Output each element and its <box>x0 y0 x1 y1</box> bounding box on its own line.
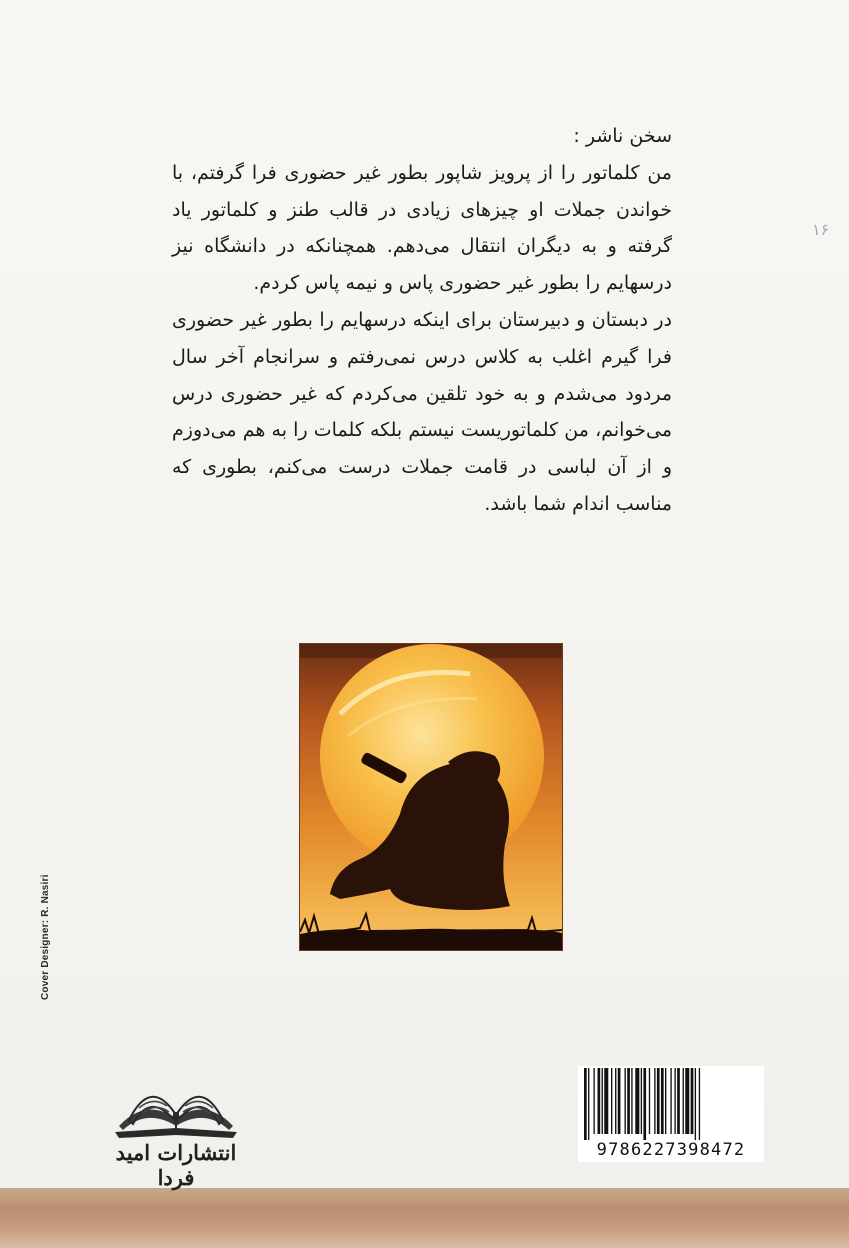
barcode-bar <box>665 1068 666 1134</box>
isbn-digits: 9786227398472 <box>596 1140 746 1160</box>
barcode-bar <box>670 1068 671 1134</box>
isbn-barcode <box>578 1066 764 1162</box>
barcode-bar <box>618 1068 621 1134</box>
barcode-bar <box>654 1068 655 1134</box>
barcode-bar <box>657 1068 660 1134</box>
cover-illustration <box>300 644 562 950</box>
barcode-bar <box>661 1068 664 1134</box>
barcode-bar <box>602 1068 603 1134</box>
barcode-bar <box>674 1068 675 1134</box>
barcode-bar <box>683 1068 684 1134</box>
foreword-paragraph-2: در دبستان و دبیرستان برای اینکه درسهایم را بطور غیر حضوری فرا گیرم اغلب به کلاس درس نمی‌رفتم و سرانجام آخر سال مردود می‌شدم و به خود تلقین می‌کردم که غیر حضوری درس می‌خوانم، من کلماتوریست نیستم بلکه کلمات را به هم می‌دوزم و از آن لباسی در قامت جملات درست می‌کنم، بطوری که مناسب اندام شما باشد. <box>172 308 672 515</box>
barcode-bar <box>631 1068 632 1134</box>
margin-handwritten-note: ۱۶ <box>812 220 830 239</box>
barcode-bar <box>649 1068 650 1134</box>
barcode-bar <box>695 1068 696 1140</box>
publisher-foreword <box>172 118 672 523</box>
barcode-bar <box>615 1068 616 1134</box>
foreword-paragraph-1: من کلماتور را از پرویز شاپور بطور غیر حضوری فرا گرفتم، با خواندن جملات او چیزهای زیادی در قالب طنز و کلماتور یاد گرفته و به دیگران انتقال می‌دهم. همچنانکه در دانشگاه نیز درسهایم را بطور غیر حضوری پاس و نیمه پاس کردم. <box>172 161 672 295</box>
barcode-bar <box>604 1068 608 1134</box>
barcode-bar <box>611 1068 612 1134</box>
barcode-bar <box>598 1068 601 1134</box>
barcode-bar <box>641 1068 642 1134</box>
cover-designer-credit: Cover Designer: R. Nasiri <box>40 874 51 1000</box>
barcode-bar <box>593 1068 594 1134</box>
publisher-name: انتشارات امید فردا <box>115 1140 237 1190</box>
barcode-bar <box>588 1068 589 1140</box>
barcode-bar <box>625 1068 626 1134</box>
open-book-logo-icon <box>105 1068 247 1148</box>
foreword-title: سخن ناشر : <box>573 125 672 147</box>
barcode-bar <box>699 1068 700 1140</box>
barcode-bar <box>677 1068 680 1134</box>
barcode-bar <box>643 1068 646 1140</box>
barcode-bar <box>691 1068 694 1134</box>
bottom-color-band <box>0 1188 849 1248</box>
barcode-bar <box>627 1068 630 1134</box>
sunset-silhouette-image <box>300 644 562 950</box>
barcode-bar <box>584 1068 587 1140</box>
barcode-bars <box>582 1068 760 1140</box>
barcode-bar <box>685 1068 689 1134</box>
barcode-bar <box>635 1068 639 1134</box>
